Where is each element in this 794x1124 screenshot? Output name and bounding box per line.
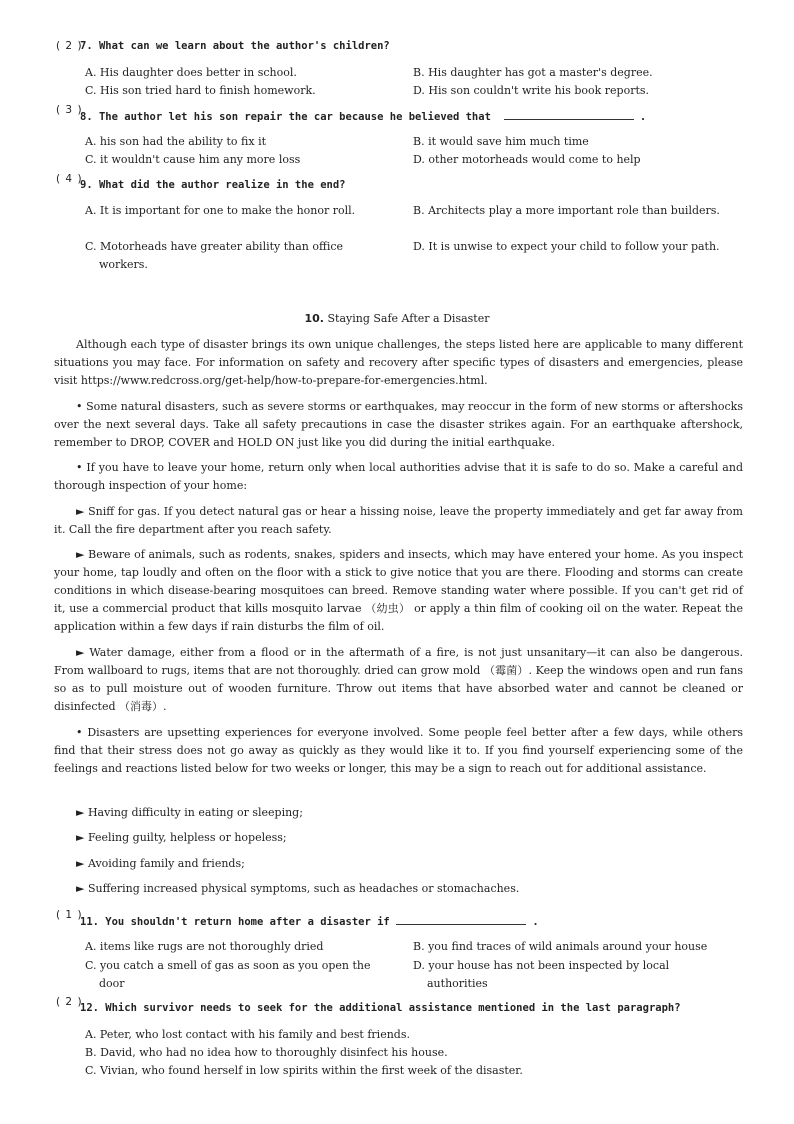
paragraph-5: ► Beware of animals, such as rodents, snakes, spiders and insects, which may have entered your home. As you inspect your home, tap loudly and often on the floor with a stick to give notice that you are there. Flooding and storms can create conditions in which disease-bearing mosquitoes can breed. Remove standing water where possible. If you can't get rid of it, use a commercial product that kills mosquito larvae （幼虫） or apply a thin film of cooking oil on the water. Repeat the application within a few days if rain disturbs the film of oil. — [54, 548, 743, 633]
paragraph-1: Although each type of disaster brings its own unique challenges, the steps listed here are applicable to many different situations you may face. For information on safety and recovery after specific types of disasters and emergencies, please visit https://www.redcross.org/get-help/how-to-prepare-for-emergencies.html. — [54, 338, 743, 387]
passage-title-text: Staying Safe After a Disaster — [327, 312, 490, 325]
option-b: B. you find traces of wild animals around your house — [413, 940, 708, 953]
option-a: A. items like rugs are not thoroughly dried — [85, 940, 324, 953]
question-text: 9. What did the author realize in the end? — [80, 179, 346, 191]
symptom-list-item: ► Suffering increased physical symptoms, such as headaches or stomachaches. — [76, 882, 520, 895]
question-stem: 11. You shouldn't return home after a disaster if — [80, 916, 390, 928]
paragraph-6: ► Water damage, either from a flood or in the aftermath of a fire, is not just unsanitary—it can also be dangerous. From wallboard to rugs, items that are not thoroughly. dried can grow mold （霉菌）. Keep the windows open and run fans so as to pull moisture out of wooden furniture. Throw out items that have absorbed water and cannot be cleaned or disinfected （消毒）. — [54, 646, 743, 713]
option-c: C. it wouldn't cause him any more loss — [85, 153, 301, 166]
symptom-list-item: ► Having difficulty in eating or sleeping; — [76, 806, 303, 819]
answer-number: ( 2 ) — [56, 40, 83, 52]
answer-number: ( 1 ) — [56, 909, 83, 921]
paragraph-7: • Disasters are upsetting experiences for everyone involved. Some people feel better after a few days, while others find that their stress does not go away as quickly as they would like it to. If you find yourself experiencing some of the feelings and reactions listed below for two weeks or longer, this may be a sign to reach out for additional assistance. — [54, 726, 743, 775]
option-c: C. Vivian, who found herself in low spirits within the first week of the disaster. — [85, 1064, 523, 1077]
option-a: A. his son had the ability to fix it — [85, 135, 267, 148]
answer-number: ( 3 ) — [56, 104, 83, 116]
passage-number: 10. — [304, 312, 324, 325]
answer-blank — [396, 915, 526, 925]
question-stem: 8. The author let his son repair the car because he believed that — [80, 111, 491, 123]
option-c: C. Motorheads have greater ability than office workers. — [85, 240, 344, 271]
option-a: A. It is important for one to make the honor roll. — [85, 204, 356, 217]
option-d: D. your house has not been inspected by local authorities — [413, 959, 670, 990]
paragraph-4: ► Sniff for gas. If you detect natural gas or hear a hissing noise, leave the property immediately and get far away from it. Call the fire department after you reach safety. — [54, 505, 743, 536]
option-b: B. David, who had no idea how to thoroughly disinfect his house. — [85, 1046, 448, 1059]
symptom-list-item: ► Avoiding family and friends; — [76, 857, 245, 870]
paragraph-3: • If you have to leave your home, return only when local authorities advise that it is safe to do so. Make a careful and thorough inspection of your home: — [54, 461, 743, 492]
question-text: 12. Which survivor needs to seek for the additional assistance mentioned in the last paragraph? — [80, 1002, 681, 1014]
question-end: . — [532, 916, 539, 928]
option-b: B. it would save him much time — [413, 135, 589, 148]
answer-number: ( 2 ) — [56, 996, 83, 1008]
question-end: . — [639, 111, 647, 123]
answer-blank — [504, 110, 634, 120]
option-b: B. His daughter has got a master's degree. — [413, 66, 653, 79]
option-a: A. His daughter does better in school. — [85, 66, 297, 79]
option-a: A. Peter, who lost contact with his family and best friends. — [85, 1028, 410, 1041]
option-c: C. His son tried hard to finish homework. — [85, 84, 316, 97]
option-d: D. other motorheads would come to help — [413, 153, 641, 166]
answer-number: ( 4 ) — [56, 173, 83, 185]
option-c: C. you catch a smell of gas as soon as you open the door — [85, 959, 371, 990]
passage-title — [0, 312, 794, 325]
question-text — [80, 915, 539, 928]
option-d: D. His son couldn't write his book reports. — [413, 84, 650, 97]
paragraph-2: • Some natural disasters, such as severe storms or earthquakes, may reoccur in the form of new storms or aftershocks over the next several days. Take all safety precautions in case the disaster strikes again. For an earthquake aftershock, remember to DROP, COVER and HOLD ON just like you did during the initial earthquake. — [54, 400, 743, 449]
option-b: B. Architects play a more important role than builders. — [413, 204, 720, 217]
option-d: D. It is unwise to expect your child to follow your path. — [413, 240, 720, 253]
symptom-list-item: ► Feeling guilty, helpless or hopeless; — [76, 831, 287, 844]
question-text — [80, 110, 646, 123]
question-text: 7. What can we learn about the author's children? — [80, 40, 390, 52]
